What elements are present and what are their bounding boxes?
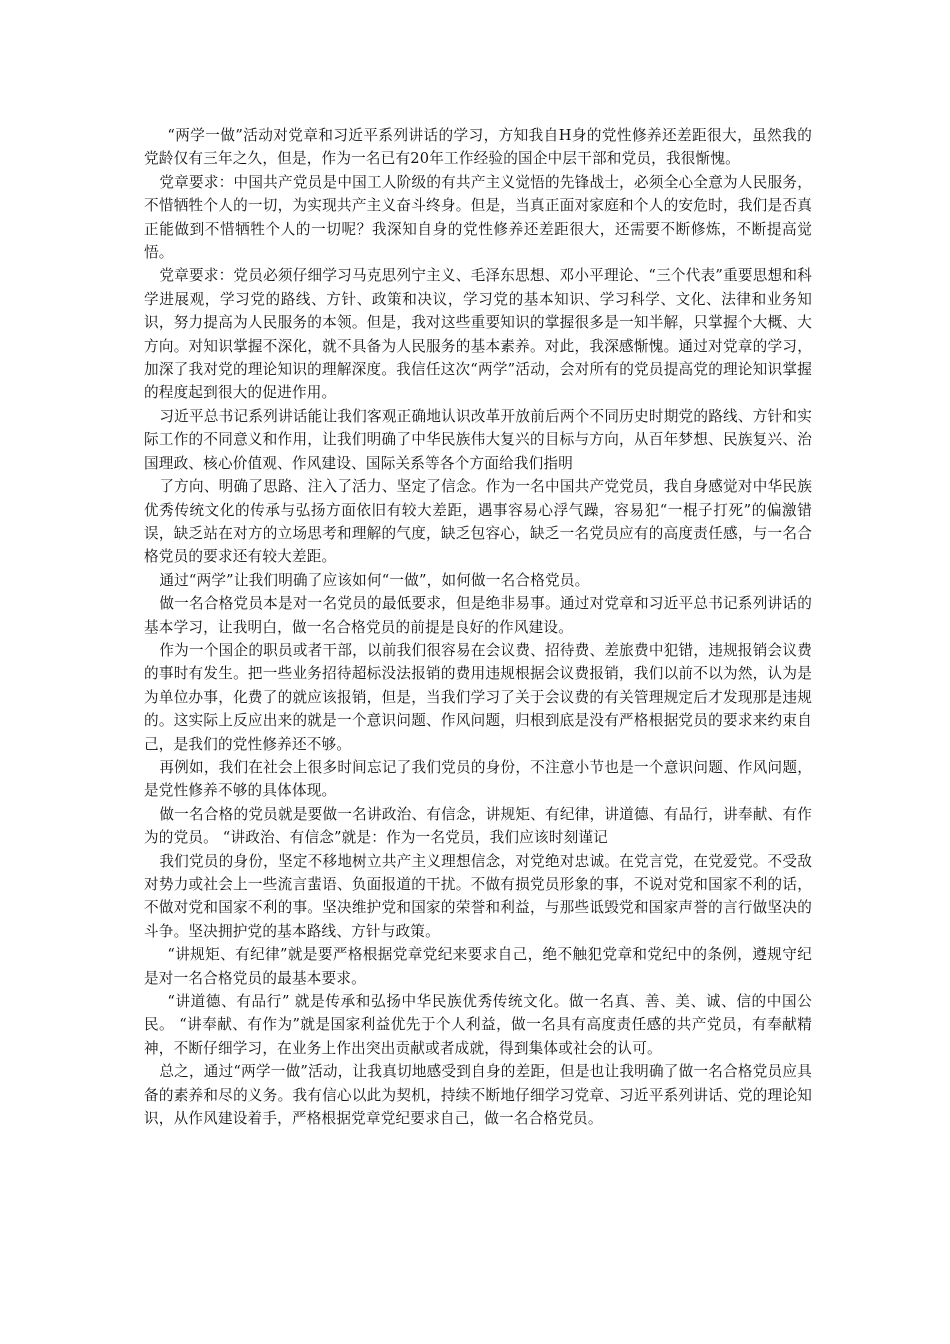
paragraph-11: 我们党员的身份，坚定不移地树立共产主义理想信念，对党绝对忠诚。在党言党，在党爱党。不受敌对势力或社会上一些流言蜚语、负面报道的干扰。不做有损党员形象的事，不说对党和国家不利的话，不做对党和国家不利的事。坚决维护党和国家的荣誉和利益，与那些诋毁党和国家声誉的言行做坚决的斗争。坚决拥护党的基本路线、方针与政策。: [144, 852, 812, 940]
paragraph-13: “讲道德、有品行” 就是传承和弘扬中华民族优秀传统文化。做一名真、善、美、诚、信的中国公民。 “讲奉献、有作为”就是国家利益优先于个人利益，做一名具有高度责任感的共产党员，有奉献精神，不断仔细学习，在业务上作出突出贡献或者成就，得到集体或社会的认可。: [144, 993, 812, 1057]
paragraph-7: 做一名合格党员本是对一名党员的最低要求，但是绝非易事。通过对党章和习近平总书记系列讲话的基本学习，让我明白，做一名合格党员的前提是良好的作风建设。: [144, 595, 812, 636]
document-body: [144, 124, 812, 1130]
paragraph-8: 作为一个国企的职员或者干部，以前我们很容易在会议费、招待费、差旅费中犯错，违规报销会议费的事时有发生。把一些业务招待超标没法报销的费用违规根据会议费报销，我们以前不以为然，认为是为单位办事，化费了的就应该报销，但是，当我们学习了关于会议费的有关管理规定后才发现那是违规的。这实际上反应出来的就是一个意识问题、作风问题，归根到底是没有严格根据党员的要求来约束自己，是我们的党性修养还不够。: [144, 641, 812, 753]
paragraph-9: 再例如，我们在社会上很多时间忘记了我们党员的身份，不注意小节也是一个意识问题、作风问题，是党性修养不够的具体体现。: [144, 758, 812, 800]
paragraph-12: “讲规矩、有纪律”就是要严格根据党章党纪来要求自己，绝不触犯党章和党纪中的条例，遵规守纪是对一名合格党员的最基本要求。: [144, 946, 812, 987]
paragraph-10: 做一名合格的党员就是要做一名讲政治、有信念，讲规矩、有纪律，讲道德、有品行，讲奉献、有作为的党员。 “讲政治、有信念”就是：作为一名党员，我们应该时刻谨记: [144, 805, 812, 847]
paragraph-6: 通过“两学”让我们明确了应该如何“一做”，如何做一名合格党员。: [159, 571, 590, 589]
paragraph-4: 习近平总书记系列讲话能让我们客观正确地认识改革开放前后两个不同历史时期党的路线、方针和实际工作的不同意义和作用，让我们明确了中华民族伟大复兴的目标与方向，从百年梦想、民族复兴、治国理政、核心价值观、作风建设、国际关系等各个方面给我们指明: [144, 407, 812, 472]
paragraph-2: 党章要求：中国共产党员是中国工人阶级的有共产主义觉悟的先锋战士，必须全心全意为人民服务，不惜牺牲个人的一切，为实现共产主义奋斗终身。但是，当真正面对家庭和个人的安危时，我们是否真正能做到不惜牺牲个人的一切呢？我深知自身的党性修养还差距很大，还需要不断修炼，不断提高觉悟。: [144, 173, 812, 262]
paragraph-5: 了方向、明确了思路、注入了活力、坚定了信念。作为一名中国共产党党员，我自身感觉对中华民族优秀传统文化的传承与弘扬方面依旧有较大差距，遇事容易心浮气躁，容易犯“一棍子打死”的偏激错误，缺乏站在对方的立场思考和理解的气度，缺乏包容心，缺乏一名党员应有的高度责任感，与一名合格党员的要求还有较大差距。: [144, 478, 812, 566]
paragraph-3: 党章要求：党员必须仔细学习马克思列宁主义、毛泽东思想、邓小平理论、“三个代表”重要思想和科学进展观，学习党的路线、方针、政策和决议，学习党的基本知识、学习科学、文化、法律和业务知识，努力提高为人民服务的本领。但是，我对这些重要知识的掌握很多是一知半解，只掌握个大概、大方向。对知识掌握不深化，就不具备为人民服务的基本素养。对此，我深感惭愧。通过对党章的学习，加深了我对党的理论知识的理解深度。我信任这次“两学”活动，会对所有的党员提高党的理论知识掌握的程度起到很大的促进作用。: [144, 267, 812, 402]
paragraph-14: 总之，通过“两学一做”活动，让我真切地感受到自身的差距，但是也让我明确了做一名合格党员应具备的素养和尽的义务。我有信心以此为契机，持续不断地仔细学习党章、习近平系列讲话、党的理论知识，从作风建设着手，严格根据党章党纪要求自己，做一名合格党员。: [144, 1063, 812, 1128]
paragraph-1: “两学一做”活动对党章和习近平系列讲话的学习，方知我自H身的党性修养还差距很大，虽然我的党龄仅有三年之久，但是，作为一名已有20年工作经验的国企中层干部和党员，我很惭愧。: [144, 127, 812, 168]
